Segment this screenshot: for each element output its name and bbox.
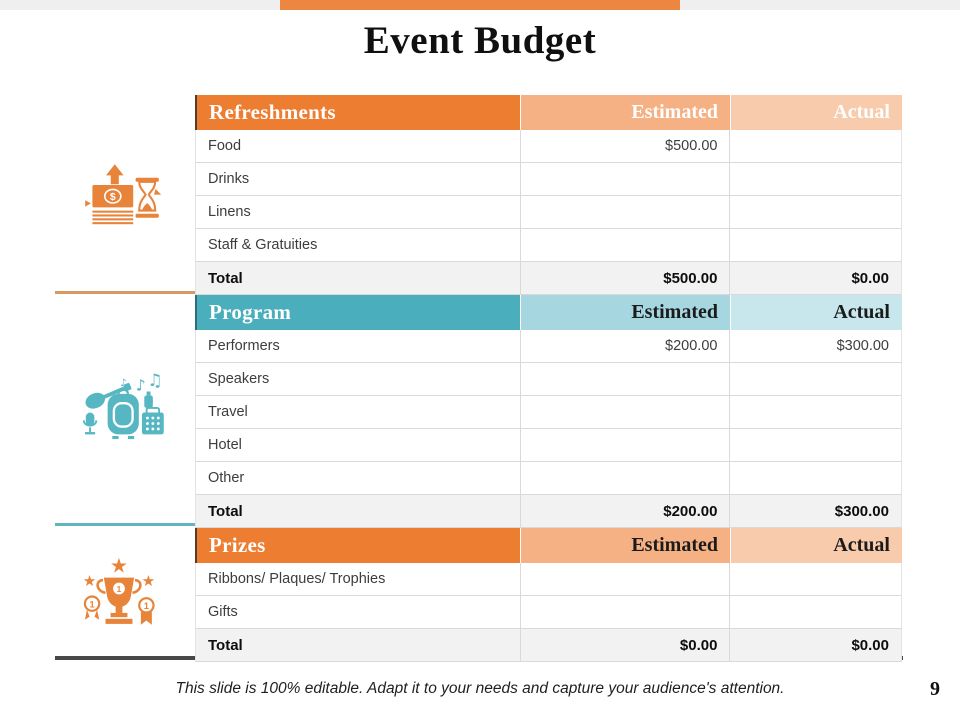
table-row: [195, 163, 902, 196]
row-label: Speakers: [196, 363, 521, 395]
column-header-actual: Actual: [731, 528, 902, 563]
estimated-value: [521, 396, 730, 428]
actual-value: [730, 396, 901, 428]
estimated-value: [521, 462, 730, 494]
total-actual-value: $300.00: [834, 502, 889, 520]
section-title: Program: [195, 295, 521, 330]
money-time-icon: [82, 160, 162, 239]
estimated-value: [521, 196, 730, 228]
svg-text:♫: ♫: [147, 372, 163, 392]
table-row: [195, 563, 902, 596]
column-header-estimated: Estimated: [521, 95, 731, 130]
row-label: Travel: [196, 396, 521, 428]
section-header-row: [195, 295, 902, 330]
actual-value: [730, 196, 901, 228]
row-label: Gifts: [196, 596, 521, 628]
top-strip: [0, 0, 960, 10]
budget-table: [195, 95, 902, 662]
section-title: Refreshments: [195, 95, 521, 130]
total-row: [195, 495, 902, 528]
page-title: Event Budget: [363, 19, 597, 62]
row-label: Other: [196, 462, 521, 494]
estimated-value: [521, 163, 730, 195]
column-header-actual: Actual: [731, 95, 902, 130]
svg-text:1: 1: [143, 601, 149, 612]
orange-divider-rule: [55, 291, 195, 294]
total-row: [195, 262, 902, 295]
svg-text:1: 1: [116, 583, 122, 594]
total-estimated-value: $500.00: [521, 262, 730, 294]
total-row: [195, 629, 902, 662]
total-actual-value: $0.00: [851, 636, 889, 654]
music-travel-icon: [78, 372, 170, 455]
table-row: [195, 330, 902, 363]
actual-value: [730, 596, 901, 628]
actual-value: [730, 229, 901, 261]
row-label: Linens: [196, 196, 521, 228]
table-row: [195, 462, 902, 495]
column-header-actual: Actual: [731, 295, 902, 330]
table-row: [195, 396, 902, 429]
trophy-awards-icon: [76, 554, 162, 639]
table-row: [195, 429, 902, 462]
actual-value: [730, 429, 901, 461]
svg-text:♪: ♪: [135, 376, 146, 395]
total-actual-value: $0.00: [851, 269, 889, 287]
section-header-row: [195, 528, 902, 563]
svg-text:$: $: [109, 192, 116, 204]
svg-text:♪: ♪: [120, 378, 127, 390]
section-title: Prizes: [195, 528, 521, 563]
estimated-value: [521, 596, 730, 628]
table-row: [195, 130, 902, 163]
total-label: Total: [196, 495, 521, 527]
row-label: Hotel: [196, 429, 521, 461]
total-estimated-value: $200.00: [521, 495, 730, 527]
column-header-estimated: Estimated: [521, 295, 731, 330]
section-header-row: [195, 95, 902, 130]
estimated-value: [521, 229, 730, 261]
footer-note: This slide is 100% editable. Adapt it to your needs and capture your audience's attention.: [175, 680, 785, 697]
estimated-value: [521, 429, 730, 461]
actual-value: [730, 462, 901, 494]
svg-text:1: 1: [89, 599, 95, 610]
estimated-value: [521, 563, 730, 595]
total-label: Total: [196, 262, 521, 294]
actual-value: [730, 363, 901, 395]
estimated-value: [521, 363, 730, 395]
actual-value: [730, 163, 901, 195]
svg-text:★: ★: [82, 572, 97, 590]
teal-divider-rule: [55, 523, 195, 526]
estimated-value: $500.00: [521, 130, 730, 162]
row-label: Staff & Gratuities: [196, 229, 521, 261]
page-number: 9: [930, 678, 940, 700]
total-estimated-value: $0.00: [521, 629, 730, 661]
actual-value: $300.00: [836, 338, 889, 354]
top-accent-bar: [280, 0, 680, 10]
column-header-estimated: Estimated: [521, 528, 731, 563]
row-label: Ribbons/ Plaques/ Trophies: [196, 563, 521, 595]
row-label: Performers: [196, 330, 521, 362]
estimated-value: $200.00: [521, 330, 730, 362]
table-row: [195, 596, 902, 629]
total-label: Total: [196, 629, 521, 661]
table-row: [195, 229, 902, 262]
row-label: Drinks: [196, 163, 521, 195]
svg-text:★: ★: [109, 554, 129, 578]
actual-value: [730, 130, 901, 162]
row-label: Food: [196, 130, 521, 162]
table-row: [195, 363, 902, 396]
actual-value: [730, 563, 901, 595]
table-row: [195, 196, 902, 229]
svg-text:★: ★: [141, 572, 156, 590]
